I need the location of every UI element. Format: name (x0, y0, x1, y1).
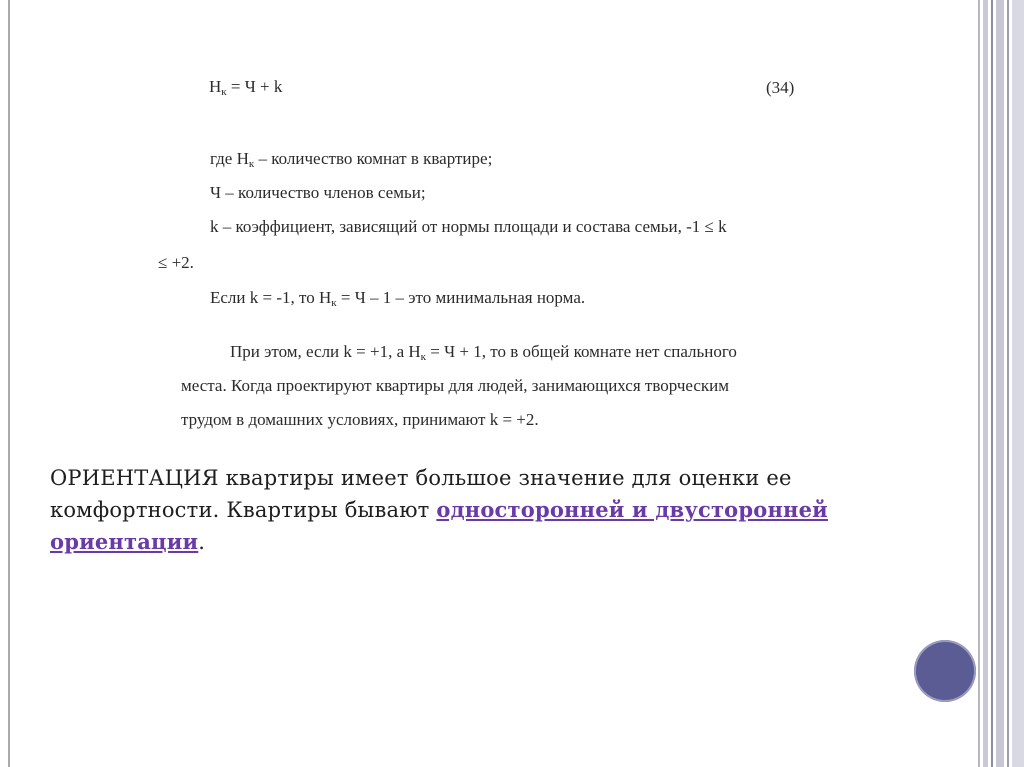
where-line: где $Н_к$ – количество комнат в квартире; (210, 149, 493, 170)
right-stripe (1007, 0, 1009, 767)
orientation-link[interactable]: односторонней и двусторонней ориентации (50, 497, 828, 554)
k-definition: k – коэффициент, зависящий от нормы площади и состава семьи, -1 ≤ k (210, 217, 727, 236)
right-stripe (1012, 0, 1024, 767)
k-definition-cont: ≤ +2. (158, 253, 194, 272)
right-stripe (991, 0, 993, 767)
right-stripe (996, 0, 1004, 767)
paragraph-line: При этом, если k = +1, а $Н_к = Ч + 1$, то в общей комнате нет спального (230, 342, 737, 363)
formula: $Н_к = Ч + k$ (209, 77, 283, 98)
left-frame-line (8, 0, 10, 767)
paragraph-line: места. Когда проектируют квартиры для людей, занимающихся творческим (181, 376, 730, 395)
right-stripe (978, 0, 980, 767)
paragraph-line: трудом в домашних условиях, принимают k = +2. (181, 410, 539, 429)
right-stripe (983, 0, 988, 767)
formula-number: (34) (766, 78, 795, 97)
ch-definition: Ч – количество членов семьи; (210, 183, 426, 202)
decorative-circle (914, 640, 976, 702)
min-norm-line: Если k = -1, то $Н_к = Ч - 1$ – это минимальная норма. (210, 288, 586, 309)
orientation-paragraph: ОРИЕНТАЦИЯ квартиры имеет большое значение для оценки ее комфортности. Квартиры бывают односторонней и двусторонней ориентации. (50, 466, 828, 554)
